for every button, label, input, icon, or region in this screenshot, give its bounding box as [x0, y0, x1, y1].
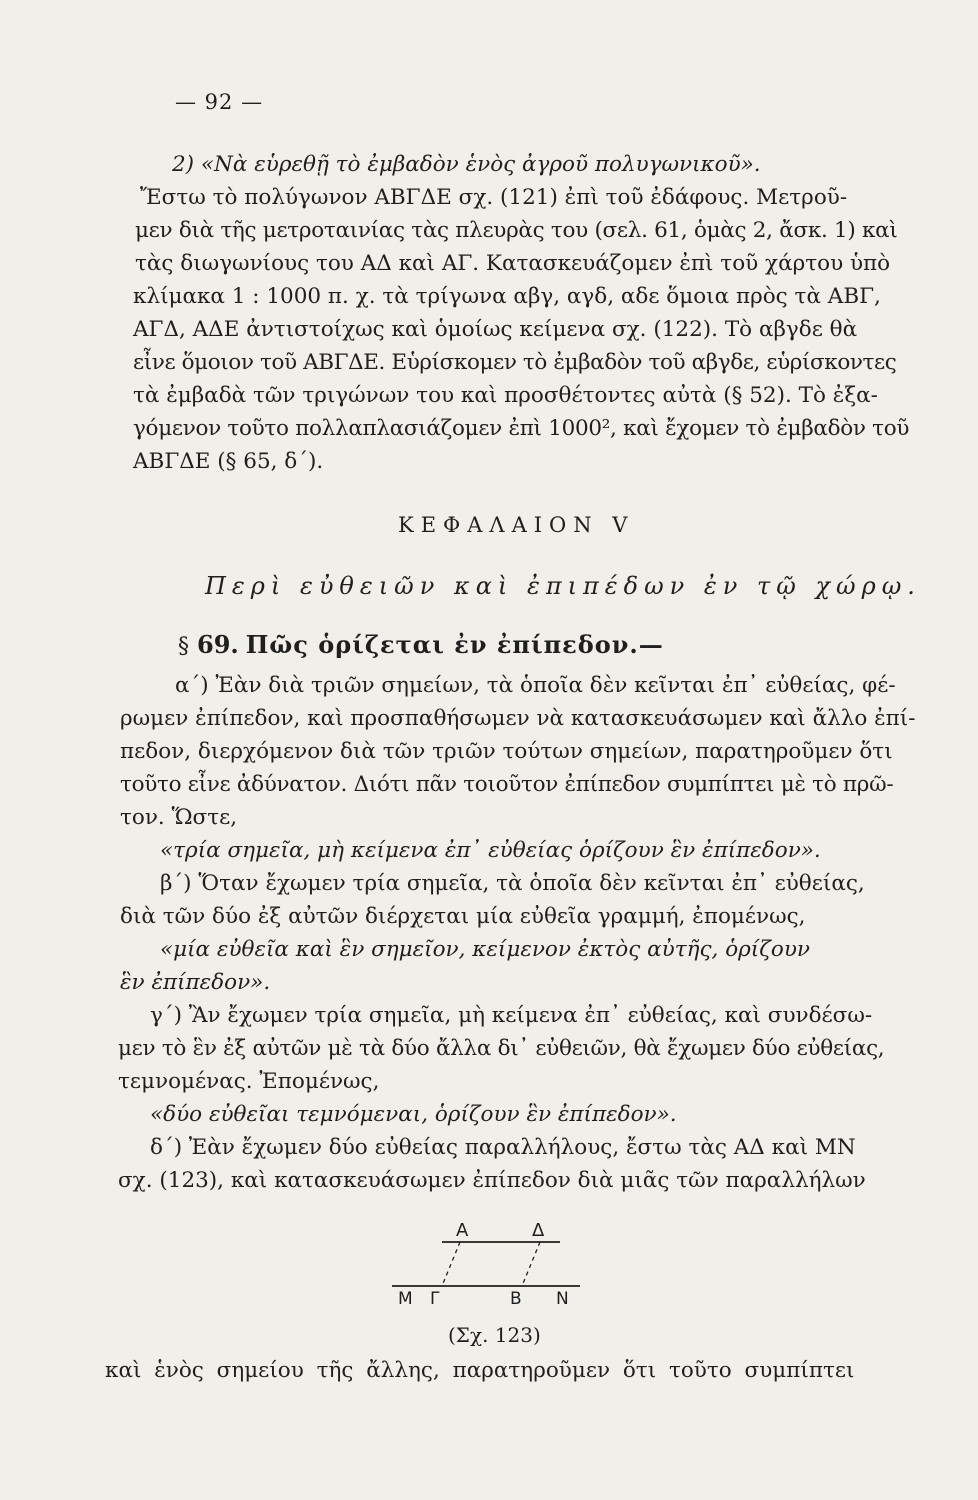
- label-d: Δ: [532, 1220, 545, 1241]
- text-line: πεδον, διερχόμενον διὰ τῶν τριῶν τούτων σημείων, παρατηροῦμεν ὅτι: [120, 739, 893, 764]
- text-line: τοῦτο εἶνε ἀδύνατον. Διότι πᾶν τοιοῦτον ἐπίπεδον συμπίπτει μὲ τὸ πρῶ-: [120, 772, 894, 797]
- label-n: Ν: [556, 1289, 569, 1309]
- text-line: ρωμεν ἐπίπεδον, καὶ προσπαθήσωμεν νὰ κατασκευάσωμεν καὶ ἄλλο ἐπί-: [120, 706, 916, 731]
- text-line: δ΄) Ἐὰν ἔχωμεν δύο εὐθείας παραλλήλους, ἔστω τὰς ΑΔ καὶ ΜΝ: [150, 1135, 856, 1160]
- text-line: διὰ τῶν δύο ἐξ αὐτῶν διέρχεται μία εὐθεῖα γραμμή, ἐπομένως,: [120, 904, 806, 929]
- principle-quote: ἓν ἐπίπεδον».: [120, 970, 271, 995]
- principle-quote: «τρία σημεῖα, μὴ κείμενα ἐπ᾽ εὐθείας ὁρίζουν ἓν ἐπίπεδον».: [160, 838, 821, 863]
- text-line: ΑΓΔ, ΑΔΕ ἀντιστοίχως καὶ ὁμοίως κείμενα σχ. (122). Τὸ αβγδε θὰ: [133, 317, 858, 342]
- principle-quote: «δύο εὐθεῖαι τεμνόμεναι, ὁρίζουν ἓν ἐπίπεδον».: [150, 1102, 677, 1127]
- section-symbol: §: [178, 634, 189, 659]
- text-line: τὰ ἐμβαδὰ τῶν τριγώνων του καὶ προσθέτοντες αὐτὰ (§ 52). Τὸ ἐξα-: [133, 383, 878, 408]
- text-line: ΑΒΓΔΕ (§ 65, δ΄).: [133, 449, 324, 474]
- section-title: Πῶς ὁρίζεται ἐν ἐπίπεδον.—: [245, 630, 664, 659]
- section-heading: [178, 630, 664, 659]
- text-line: κλίμακα 1 : 1000 π. χ. τὰ τρίγωνα αβγ, αγδ, αδε ὅμοια πρὸς τὰ ΑΒΓ,: [133, 284, 881, 309]
- text-line: β΄) Ὅταν ἔχωμεν τρία σημεῖα, τὰ ὁποῖα δὲν κεῖνται ἐπ᾽ εὐθείας,: [160, 871, 865, 896]
- label-m: Μ: [398, 1289, 413, 1309]
- label-g: Γ: [430, 1289, 440, 1309]
- chapter-subtitle: Περὶ εὐθειῶν καὶ ἐπιπέδων ἐν τῷ χώρῳ.: [205, 572, 921, 600]
- text-line: γόμενον τοῦτο πολλαπλασιάζομεν ἐπὶ 1000², καὶ ἔχομεν τὸ ἐμβαδὸν τοῦ: [133, 416, 910, 441]
- text-line: α΄) Ἐὰν διὰ τριῶν σημείων, τὰ ὁποῖα δὲν κεῖνται ἐπ᾽ εὐθείας, φέ-: [175, 673, 896, 698]
- text-line: μεν τὸ ἓν ἐξ αὐτῶν μὲ τὰ δύο ἄλλα δι᾽ εὐθειῶν, θὰ ἔχωμεν δύο εὐθείας,: [118, 1036, 885, 1061]
- line-ag: [442, 1242, 460, 1286]
- page-number: — 92 —: [175, 90, 264, 114]
- principle-quote: «μία εὐθεῖα καὶ ἓν σημεῖον, κείμενον ἐκτὸς αὐτῆς, ὁρίζουν: [160, 937, 810, 962]
- text-line: γ΄) Ἂν ἔχωμεν τρία σημεῖα, μὴ κείμενα ἐπ᾽ εὐθείας, καὶ συνδέσω-: [150, 1003, 873, 1028]
- label-a: Α: [456, 1220, 469, 1241]
- label-b: Β: [510, 1289, 522, 1309]
- text-line: τον. Ὥστε,: [120, 805, 238, 830]
- figure-parallel-lines: [380, 1210, 610, 1320]
- text-line: καὶ ἑνὸς σημείου τῆς ἄλλης, παρατηροῦμεν ὅτι τοῦτο συμπίπτει: [105, 1358, 855, 1383]
- section-number: 69.: [197, 630, 239, 659]
- line-db: [522, 1242, 540, 1286]
- figure-caption: (Σχ. 123): [448, 1323, 541, 1347]
- problem-statement: 2) «Νὰ εὑρεθῇ τὸ ἐμβαδὸν ἑνὸς ἀγροῦ πολυγωνικοῦ».: [172, 152, 761, 177]
- text-line: τὰς διωγωνίους του ΑΔ καὶ ΑΓ. Κατασκευάζομεν ἐπὶ τοῦ χάρτου ὑπὸ: [135, 251, 891, 276]
- chapter-heading: ΚΕΦΑΛΑΙΟΝ V: [398, 513, 635, 537]
- text-line: Ἔστω τὸ πολύγωνον ΑΒΓΔΕ σχ. (121) ἐπὶ τοῦ ἐδάφους. Μετροῦ-: [140, 185, 848, 210]
- text-line: τεμνομένας. Ἐπομένως,: [118, 1069, 380, 1094]
- text-line: σχ. (123), καὶ κατασκευάσωμεν ἐπίπεδον διὰ μιᾶς τῶν παραλλήλων: [118, 1168, 866, 1193]
- text-line: εἶνε ὅμοιον τοῦ ΑΒΓΔΕ. Εὑρίσκομεν τὸ ἐμβαδὸν τοῦ αβγδε, εὑρίσκοντες: [133, 350, 897, 375]
- text-line: μεν διὰ τῆς μετροταινίας τὰς πλευρὰς του (σελ. 61, ὁμὰς 2, ἄσκ. 1) καὶ: [135, 218, 898, 243]
